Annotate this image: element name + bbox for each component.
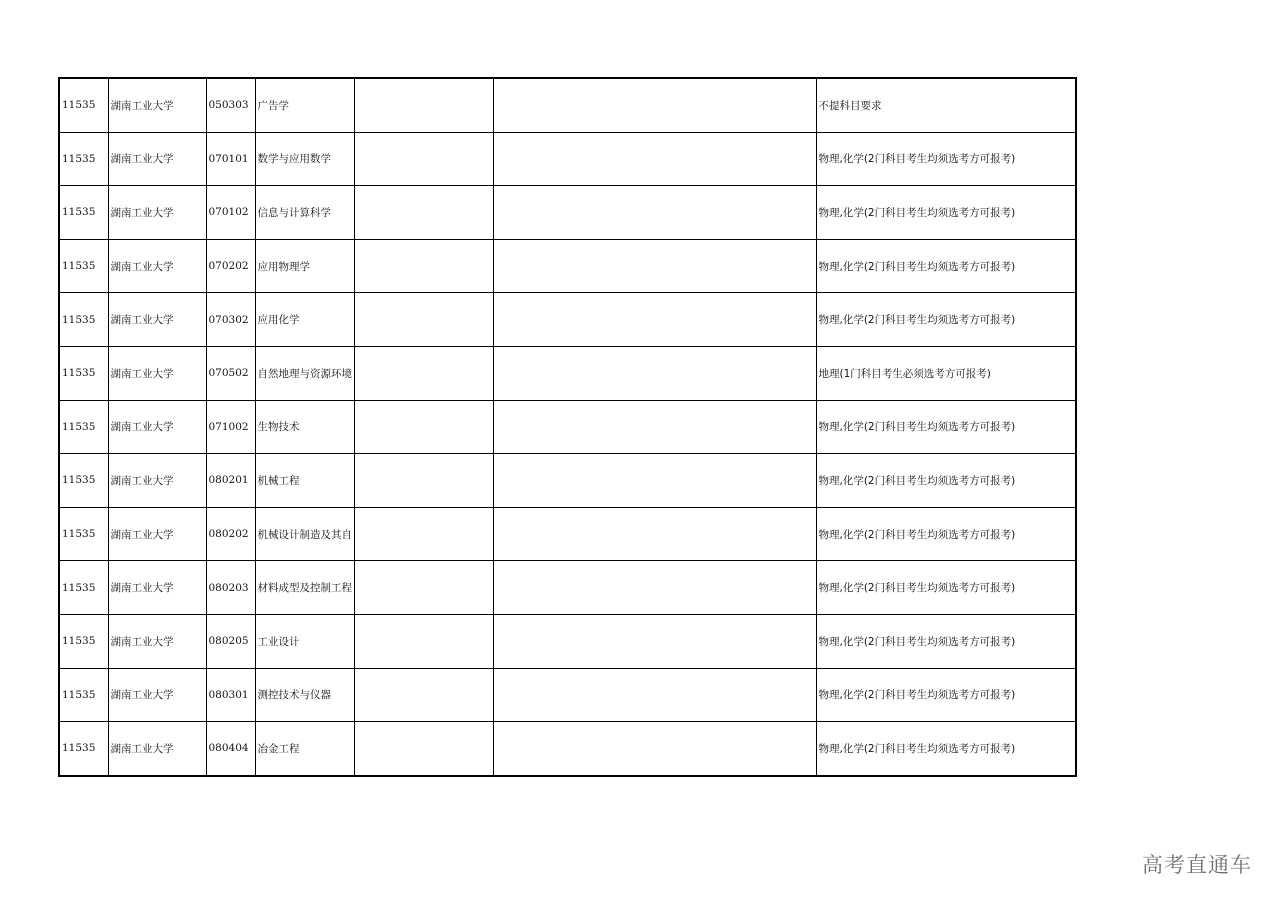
- subject-requirement-cell: 物理,化学(2门科目考生均须选考方可报考): [816, 293, 1076, 347]
- school-code-cell: 11535: [59, 239, 108, 293]
- school-code-cell: 11535: [59, 722, 108, 776]
- major-code-cell: 070202: [206, 239, 255, 293]
- table-row: [59, 507, 1076, 561]
- school-code-cell: 11535: [59, 507, 108, 561]
- school-name-cell: 湖南工业大学: [108, 400, 206, 454]
- major-code-cell: 080201: [206, 454, 255, 508]
- empty-cell: [493, 454, 816, 508]
- empty-cell: [354, 722, 493, 776]
- subject-requirement-cell: 物理,化学(2门科目考生均须选考方可报考): [816, 507, 1076, 561]
- school-name-cell: 湖南工业大学: [108, 239, 206, 293]
- table-row: [59, 454, 1076, 508]
- empty-cell: [354, 614, 493, 668]
- school-code-cell: 11535: [59, 561, 108, 615]
- school-name-cell: 湖南工业大学: [108, 722, 206, 776]
- empty-cell: [354, 400, 493, 454]
- subject-requirement-cell: 地理(1门科目考生必须选考方可报考): [816, 346, 1076, 400]
- empty-cell: [493, 346, 816, 400]
- school-name-cell: 湖南工业大学: [108, 132, 206, 186]
- school-name-cell: 湖南工业大学: [108, 507, 206, 561]
- empty-cell: [493, 668, 816, 722]
- empty-cell: [493, 293, 816, 347]
- table-row: [59, 78, 1076, 132]
- school-code-cell: 11535: [59, 78, 108, 132]
- major-code-cell: 080205: [206, 614, 255, 668]
- school-code-cell: 11535: [59, 293, 108, 347]
- major-code-cell: 050303: [206, 78, 255, 132]
- school-code-cell: 11535: [59, 614, 108, 668]
- school-code-cell: 11535: [59, 400, 108, 454]
- school-code-cell: 11535: [59, 186, 108, 240]
- school-name-cell: 湖南工业大学: [108, 614, 206, 668]
- subject-requirement-cell: 物理,化学(2门科目考生均须选考方可报考): [816, 561, 1076, 615]
- subject-requirement-cell: 物理,化学(2门科目考生均须选考方可报考): [816, 239, 1076, 293]
- major-name-cell: 材料成型及控制工程: [255, 561, 354, 615]
- school-name-cell: 湖南工业大学: [108, 78, 206, 132]
- empty-cell: [354, 454, 493, 508]
- school-name-cell: 湖南工业大学: [108, 346, 206, 400]
- table-row: [59, 400, 1076, 454]
- major-name-cell: 自然地理与资源环境: [255, 346, 354, 400]
- major-code-cell: 071002: [206, 400, 255, 454]
- table-row: [59, 668, 1076, 722]
- subject-requirement-cell: 物理,化学(2门科目考生均须选考方可报考): [816, 668, 1076, 722]
- empty-cell: [354, 507, 493, 561]
- major-name-cell: 机械设计制造及其自: [255, 507, 354, 561]
- empty-cell: [354, 78, 493, 132]
- empty-cell: [493, 722, 816, 776]
- table-row: [59, 614, 1076, 668]
- school-name-cell: 湖南工业大学: [108, 561, 206, 615]
- major-name-cell: 机械工程: [255, 454, 354, 508]
- major-name-cell: 冶金工程: [255, 722, 354, 776]
- subject-requirement-cell: 不提科目要求: [816, 78, 1076, 132]
- major-code-cell: 080203: [206, 561, 255, 615]
- subject-requirement-cell: 物理,化学(2门科目考生均须选考方可报考): [816, 614, 1076, 668]
- major-code-cell: 080301: [206, 668, 255, 722]
- school-name-cell: 湖南工业大学: [108, 186, 206, 240]
- subject-requirement-cell: 物理,化学(2门科目考生均须选考方可报考): [816, 132, 1076, 186]
- school-name-cell: 湖南工业大学: [108, 454, 206, 508]
- empty-cell: [354, 346, 493, 400]
- subject-requirement-cell: 物理,化学(2门科目考生均须选考方可报考): [816, 722, 1076, 776]
- empty-cell: [493, 400, 816, 454]
- school-code-cell: 11535: [59, 668, 108, 722]
- empty-cell: [493, 78, 816, 132]
- major-name-cell: 信息与计算科学: [255, 186, 354, 240]
- subject-requirements-table: [58, 77, 1077, 777]
- table-body: [59, 78, 1076, 776]
- major-code-cell: 070302: [206, 293, 255, 347]
- major-code-cell: 070502: [206, 346, 255, 400]
- empty-cell: [354, 239, 493, 293]
- major-name-cell: 应用化学: [255, 293, 354, 347]
- school-name-cell: 湖南工业大学: [108, 668, 206, 722]
- subject-requirement-cell: 物理,化学(2门科目考生均须选考方可报考): [816, 454, 1076, 508]
- empty-cell: [354, 132, 493, 186]
- major-code-cell: 070102: [206, 186, 255, 240]
- major-code-cell: 080202: [206, 507, 255, 561]
- empty-cell: [493, 186, 816, 240]
- table-row: [59, 561, 1076, 615]
- table-row: [59, 293, 1076, 347]
- empty-cell: [354, 561, 493, 615]
- empty-cell: [493, 239, 816, 293]
- subject-requirement-cell: 物理,化学(2门科目考生均须选考方可报考): [816, 400, 1076, 454]
- table-row: [59, 722, 1076, 776]
- major-name-cell: 数学与应用数学: [255, 132, 354, 186]
- empty-cell: [354, 668, 493, 722]
- table-row: [59, 346, 1076, 400]
- major-code-cell: 070101: [206, 132, 255, 186]
- major-name-cell: 工业设计: [255, 614, 354, 668]
- major-name-cell: 广告学: [255, 78, 354, 132]
- school-name-cell: 湖南工业大学: [108, 293, 206, 347]
- empty-cell: [493, 507, 816, 561]
- major-code-cell: 080404: [206, 722, 255, 776]
- table-row: [59, 186, 1076, 240]
- empty-cell: [493, 614, 816, 668]
- school-code-cell: 11535: [59, 132, 108, 186]
- empty-cell: [354, 293, 493, 347]
- watermark: 高考直通车: [1142, 853, 1252, 877]
- subject-requirement-cell: 物理,化学(2门科目考生均须选考方可报考): [816, 186, 1076, 240]
- table-row: [59, 239, 1076, 293]
- major-name-cell: 应用物理学: [255, 239, 354, 293]
- empty-cell: [493, 561, 816, 615]
- empty-cell: [354, 186, 493, 240]
- empty-cell: [493, 132, 816, 186]
- school-code-cell: 11535: [59, 346, 108, 400]
- table-row: [59, 132, 1076, 186]
- school-code-cell: 11535: [59, 454, 108, 508]
- major-name-cell: 生物技术: [255, 400, 354, 454]
- major-name-cell: 测控技术与仪器: [255, 668, 354, 722]
